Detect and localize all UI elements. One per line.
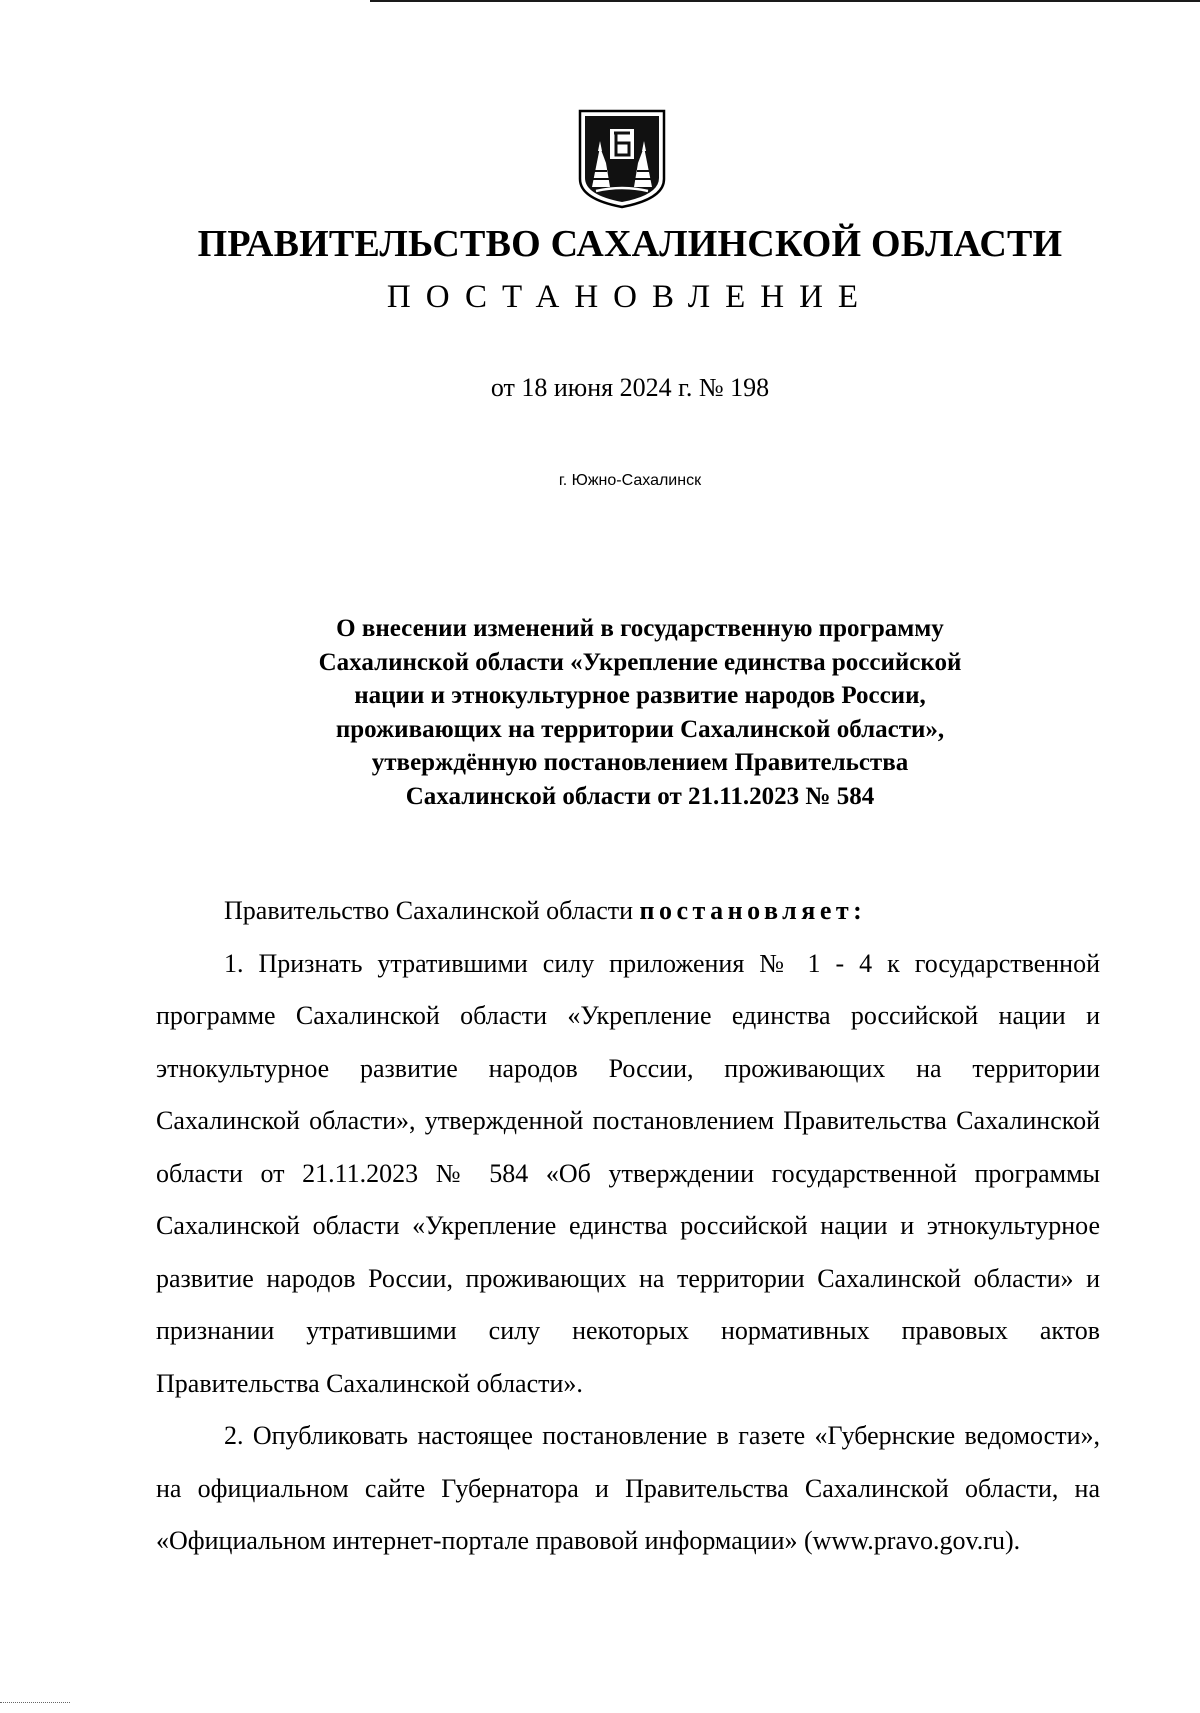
document-date-number: от 18 июня 2024 г. № 198	[490, 373, 770, 402]
title-line: О внесении изменений в государственную программу	[336, 615, 944, 642]
document-city: г. Южно-Сахалинск	[558, 472, 702, 489]
organization-heading: ПРАВИТЕЛЬСТВО САХАЛИНСКОЙ ОБЛАСТИ	[197, 223, 1063, 265]
document-body	[156, 885, 1100, 1568]
top-border-line	[370, 0, 1200, 2]
paragraph-2: 2. Опубликовать настоящее постановление в газете «Губернские ведомости», на официальном сайте Губернатора и Правительства Сахалинской области, на «Официальном интернет-портале правовой информации» (www.pravo.gov.ru).	[156, 1421, 1100, 1555]
resolution-verb: постановляет:	[639, 896, 867, 925]
title-line: нации и этнокультурное развитие народов России,	[354, 682, 926, 709]
intro-text: Правительство Сахалинской области	[224, 896, 640, 925]
title-line: Сахалинской области «Укрепление единства российской	[318, 648, 962, 676]
document-title	[220, 612, 1060, 813]
coat-of-arms-icon	[576, 107, 668, 209]
paragraph-1: 1. Признать утратившими силу приложения № 1 - 4 к государственной программе Сахалинской области «Укрепление единства российской нации и этнокультурное развитие народов России, проживающих на территории Сахалинской области», утвержденной постановлением Правительства Сахалинской области от 21.11.2023 № 584 «Об утверждении государственной программы Сахалинской области «Укрепление единства российской нации и этнокультурное развитие народов России, проживающих на территории Сахалинской области» и признании утратившими силу некоторых нормативных правовых актов Правительства Сахалинской области».	[156, 948, 1100, 1398]
title-line: Сахалинской области от 21.11.2023 № 584	[405, 782, 875, 810]
document-type: ПОСТАНОВЛЕНИЕ	[386, 279, 874, 315]
bottom-border-line	[0, 1702, 70, 1704]
title-line: проживающих на территории Сахалинской области»,	[335, 715, 945, 743]
resolution-intro	[156, 885, 1100, 938]
title-line: утверждённую постановлением Правительства	[371, 749, 909, 776]
